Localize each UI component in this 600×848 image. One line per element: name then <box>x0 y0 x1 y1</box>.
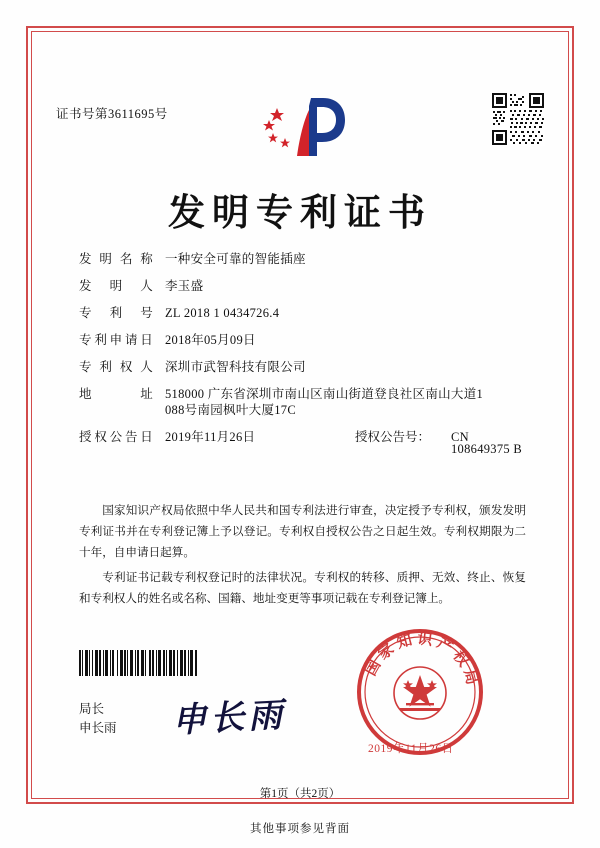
barcode-icon <box>79 650 225 676</box>
field-label: 授权公告日 <box>79 429 153 444</box>
field-value: ZL 2018 1 0434726.4 <box>165 306 280 320</box>
handwritten-signature: 申长雨 <box>171 697 288 740</box>
field-row-inventor <box>79 280 529 293</box>
field-label: 专利号 <box>79 306 153 320</box>
field-row-application-date <box>79 334 529 347</box>
field-label: 专利权人 <box>79 360 153 374</box>
page-number: 第1页（共2页） <box>259 788 341 800</box>
field-label: 发明名称 <box>79 252 153 266</box>
field-row-invention-name <box>79 253 529 266</box>
field-value: 深圳市武智科技有限公司 <box>165 360 306 374</box>
field-value: 李玉盛 <box>165 279 204 293</box>
director-role: 局长 <box>79 702 105 716</box>
field-value-grant-date: 2019年11月26日 <box>165 429 256 444</box>
field-row-patentee <box>79 361 529 374</box>
seal-date: 2019年11月26日 <box>368 743 454 755</box>
paragraph-1: 国家知识产权局依照中华人民共和国专利法进行审查，决定授予专利权，颁发发明专利证书并在专利登记簿上予以登记。专利权自授权公告之日起生效。专利权期限为二十年，自申请日起算。 <box>79 504 526 560</box>
field-row-address <box>79 388 529 416</box>
field-row-patent-number <box>79 307 529 320</box>
field-row-grant-publication <box>79 431 529 456</box>
certificate-number: 证书号第3611695号 <box>56 107 168 121</box>
director-label <box>79 700 117 739</box>
field-label-grant-number: 授权公告号： <box>355 429 431 444</box>
field-value: 一种安全可靠的智能插座 <box>165 252 306 266</box>
field-value: 2018年05月09日 <box>165 333 256 347</box>
official-seal <box>355 627 485 757</box>
field-label: 专利申请日 <box>79 333 153 347</box>
field-value-grant-number: CN 108649375 B <box>451 429 523 456</box>
director-name: 申长雨 <box>79 721 117 736</box>
footer-note: 其他事项参见背面 <box>250 823 350 835</box>
paragraph-2: 专利证书记载专利权登记时的法律状况。专利权的转移、质押、无效、终止、恢复和专利权人的姓名或名称、国籍、地址变更等事项记载在专利登记簿上。 <box>79 571 526 606</box>
field-label: 地址 <box>79 387 153 401</box>
qr-code-icon <box>491 92 545 146</box>
page-title: 发明专利证书 <box>168 193 432 234</box>
cnipa-logo-icon <box>253 94 347 160</box>
address-line-1: 518000 广东省深圳市南山区南山街道登良社区南山大道1 <box>165 387 484 401</box>
legal-paragraphs <box>79 500 526 613</box>
field-value-address <box>165 388 529 416</box>
svg-text:国家知识产权局: 国家知识产权局 <box>363 631 481 691</box>
field-label: 发明人 <box>79 279 153 293</box>
field-list <box>79 253 529 470</box>
address-line-2: 088号南园枫叶大厦17C <box>165 402 296 417</box>
